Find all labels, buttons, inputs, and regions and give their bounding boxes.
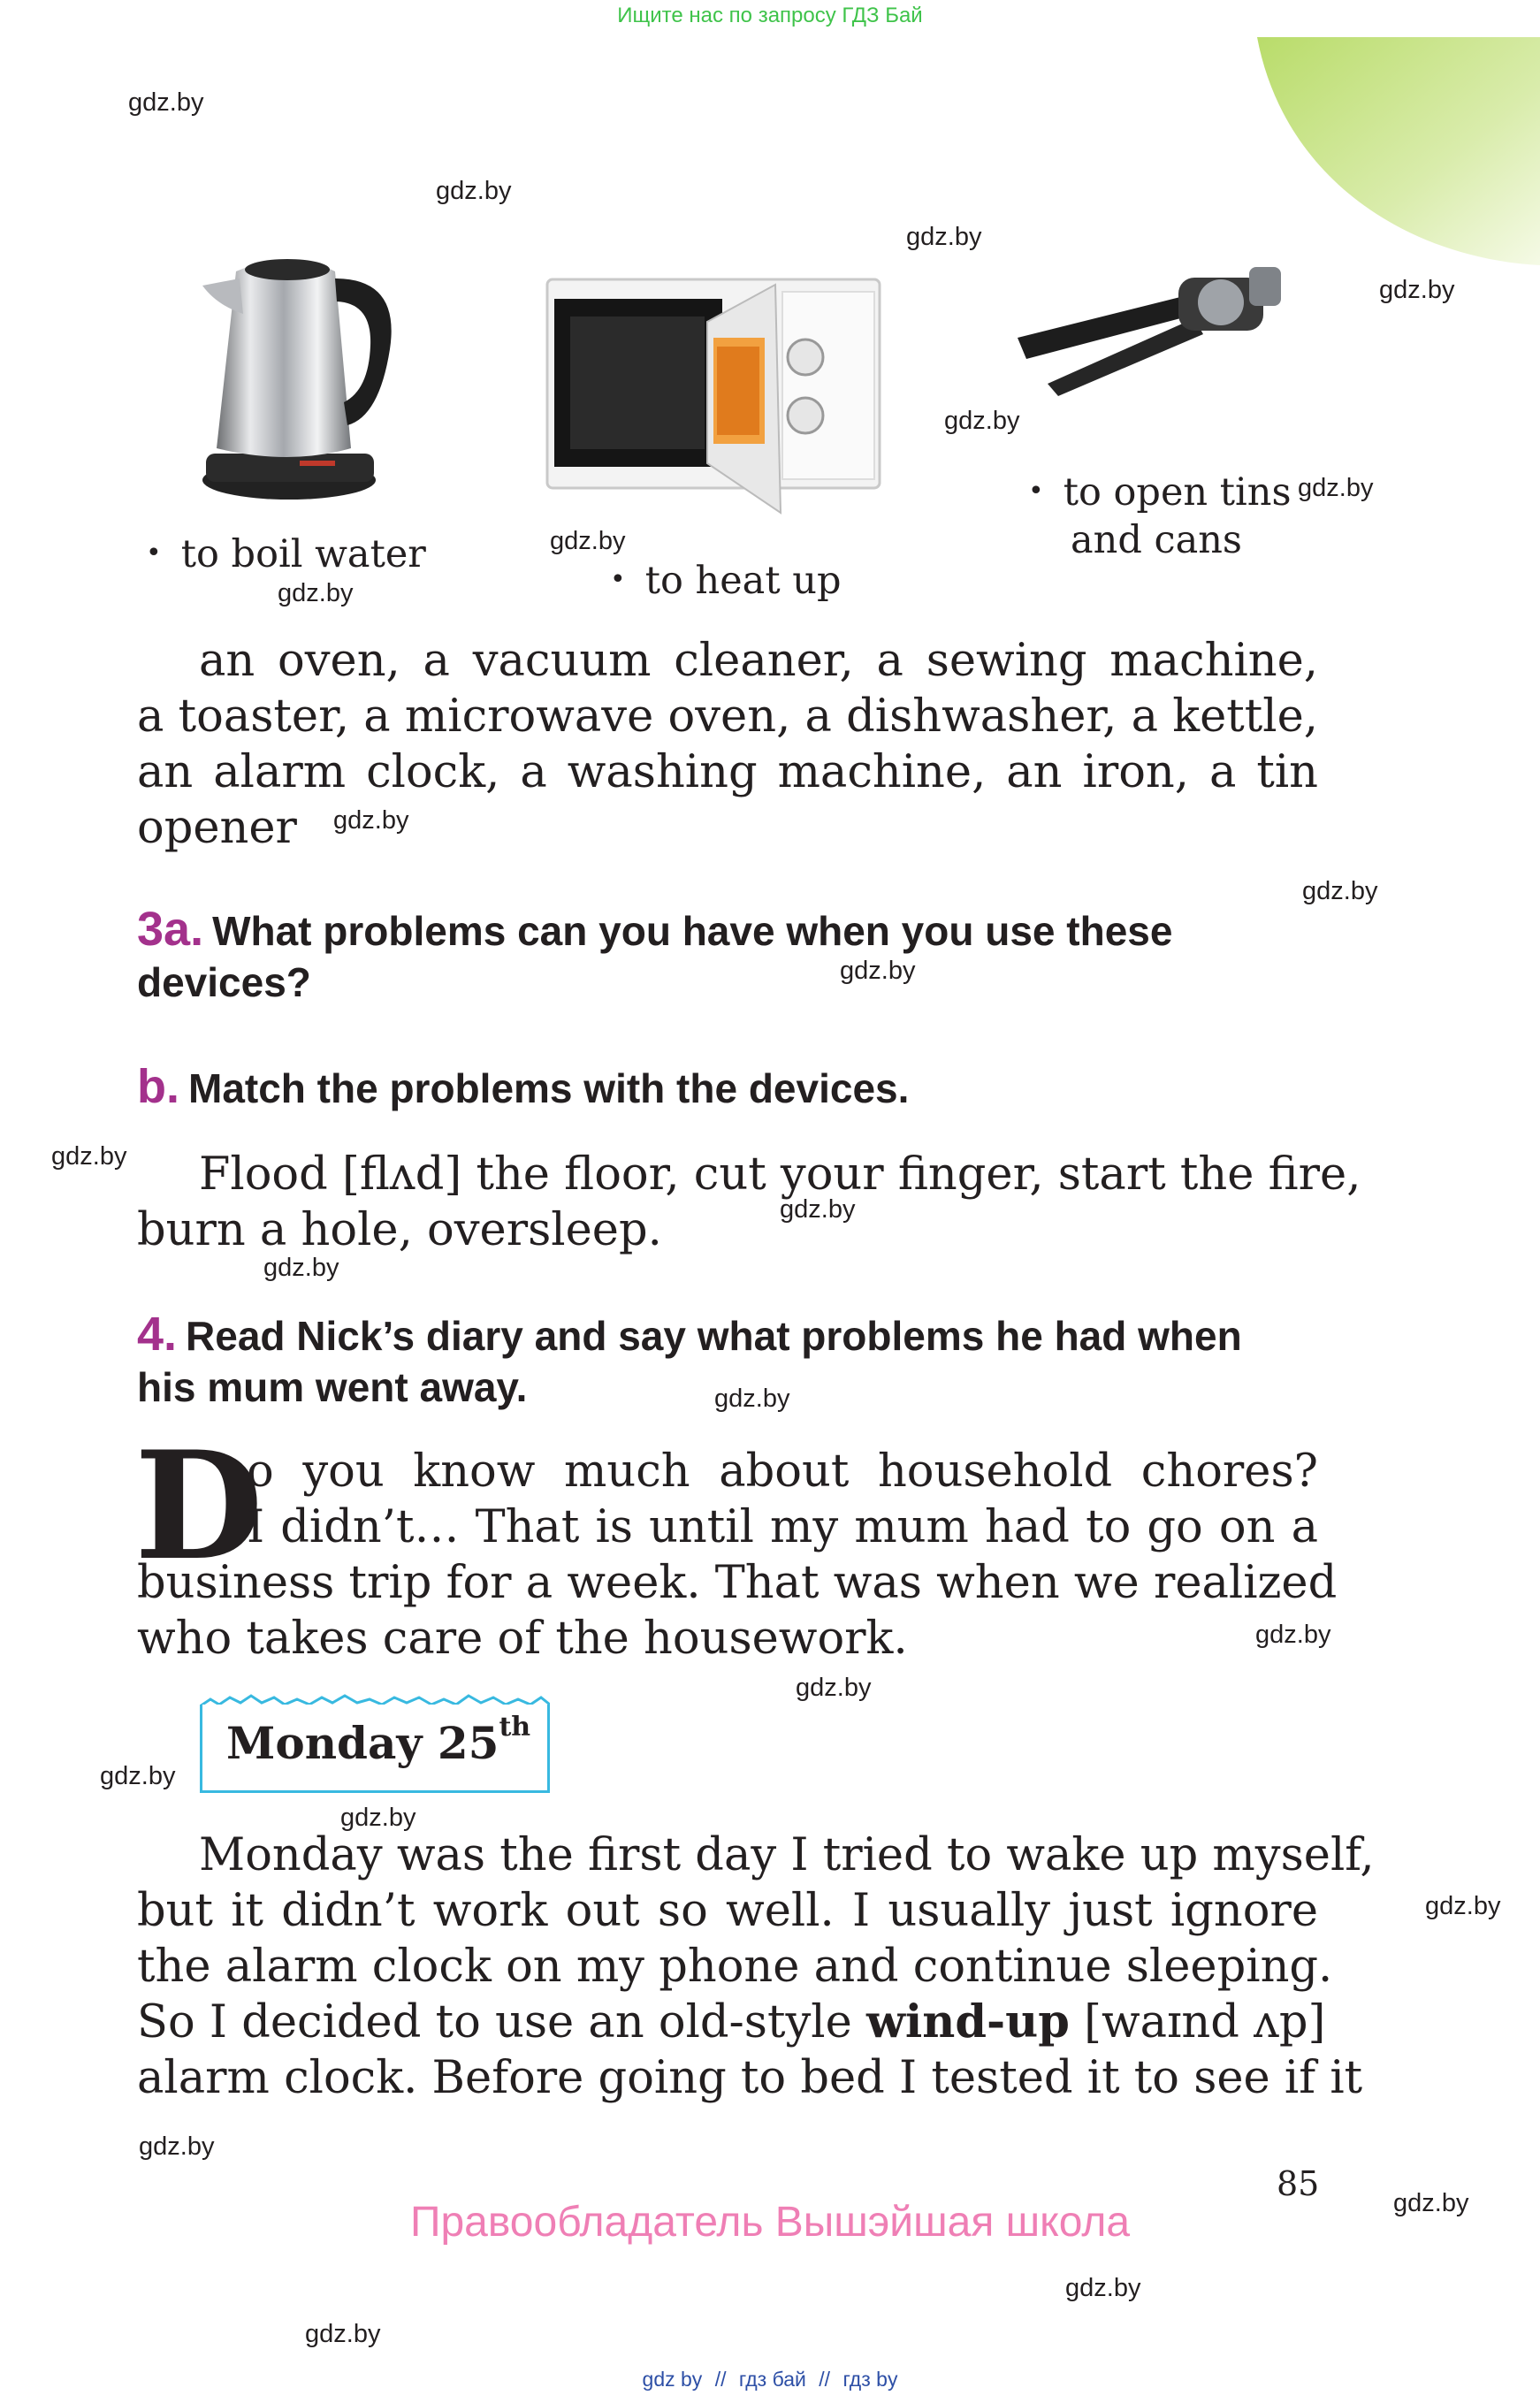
watermark: gdz.by — [1425, 1892, 1501, 1920]
drop-cap: D — [134, 1418, 263, 1593]
watermark: gdz.by — [796, 1674, 872, 1702]
monday-entry — [137, 1827, 1375, 2106]
watermark: gdz.by — [944, 407, 1020, 435]
task-4: 4. Read Nick’s diary and say what problems he had when his mum went away. — [137, 1308, 1242, 1410]
vocab-word: wind-up — [865, 1995, 1070, 2048]
word-list-line: opener — [137, 802, 297, 854]
footer-link[interactable]: гдз бай — [738, 2368, 806, 2391]
watermark: gdz.by — [780, 1195, 856, 1224]
watermark: gdz.by — [1298, 474, 1374, 502]
diary-line: who takes care of the housework. — [137, 1613, 908, 1665]
footer-links — [0, 2368, 1540, 2392]
task-number: b. — [137, 1060, 179, 1113]
diary-line: I didn’t… That is until my mum had to go on a — [247, 1501, 1318, 1553]
kettle-image — [190, 243, 402, 508]
watermark: gdz.by — [840, 957, 916, 985]
word-list — [137, 633, 1318, 856]
monday-line: but it didn’t work out so well. I usually just ignore — [137, 1885, 1318, 1937]
monday-line: the alarm clock on my phone and continue sleeping. — [137, 1941, 1333, 1993]
diary-line: business trip for a week. That was when we realized — [137, 1557, 1338, 1609]
tin-opener-caption: • to open tins — [1028, 470, 1292, 515]
word-list-line: an oven, a vacuum cleaner, a sewing machine, — [199, 635, 1318, 687]
watermark: gdz.by — [333, 806, 409, 835]
diary-line: o you know much about household chores? — [247, 1446, 1318, 1498]
microwave-caption: • to heat up — [610, 559, 842, 603]
monday-line: alarm clock. Before going to bed I tested it to see if it — [137, 2052, 1363, 2104]
corner-decoration — [1257, 37, 1540, 267]
word-list-line: an alarm clock, a washing machine, an iron, a tin — [137, 746, 1318, 798]
microwave-image — [544, 276, 884, 528]
page-number: 85 — [1277, 2164, 1320, 2203]
footer-link[interactable]: гдз by — [842, 2368, 898, 2391]
day-heading: Monday 25th — [226, 1712, 531, 1769]
kettle-caption: • to boil water — [146, 532, 426, 576]
word-list-line: a toaster, a microwave oven, a dishwasher, a kettle, — [137, 690, 1318, 743]
watermark: gdz.by — [1393, 2189, 1469, 2217]
watermark: gdz.by — [100, 1762, 176, 1790]
watermark: gdz.by — [139, 2132, 215, 2161]
diary-intro — [137, 1444, 1338, 1667]
problems-list — [137, 1147, 1361, 1258]
watermark: gdz.by — [714, 1385, 790, 1413]
watermark: gdz.by — [906, 223, 982, 251]
monday-line: Monday was the first day I tried to wake up myself, — [199, 1829, 1375, 1881]
watermark: gdz.by — [278, 579, 354, 607]
task-3a: 3a. What problems can you have when you use these devices? — [137, 903, 1173, 1005]
watermark: gdz.by — [128, 88, 204, 117]
watermark: gdz.by — [1302, 877, 1378, 905]
problems-line: Flood [flʌd] the floor, cut your finger, start the fire, — [199, 1148, 1361, 1201]
watermark: gdz.by — [1379, 276, 1455, 304]
watermark: gdz.by — [550, 527, 626, 555]
monday-line: So I decided to use an old-style wind-up [waɪnd ʌp] — [137, 1995, 1326, 2048]
task-number: 3a. — [137, 903, 204, 956]
watermark: gdz.by — [1255, 1621, 1331, 1649]
tin-opener-image — [1012, 263, 1295, 396]
watermark: gdz.by — [340, 1804, 416, 1832]
footer-separator: // — [714, 2368, 727, 2391]
footer-separator: // — [819, 2368, 831, 2391]
problems-line: burn a hole, oversleep. — [137, 1204, 662, 1256]
watermark: gdz.by — [1065, 2274, 1141, 2302]
footer-link[interactable]: gdz by — [642, 2368, 703, 2391]
watermark: gdz.by — [51, 1142, 127, 1171]
copyright-notice: Правообладатель Вышэйшая школа — [409, 2199, 1131, 2246]
watermark: gdz.by — [305, 2320, 381, 2348]
watermark: gdz.by — [436, 177, 512, 205]
task-3b: b. Match the problems with the devices. — [137, 1060, 910, 1113]
watermark: gdz.by — [263, 1254, 339, 1282]
top-banner[interactable]: Ищите нас по запросу ГДЗ Бай — [617, 4, 923, 27]
tin-opener-caption-line2: and cans — [1071, 518, 1243, 562]
task-number: 4. — [137, 1308, 178, 1361]
